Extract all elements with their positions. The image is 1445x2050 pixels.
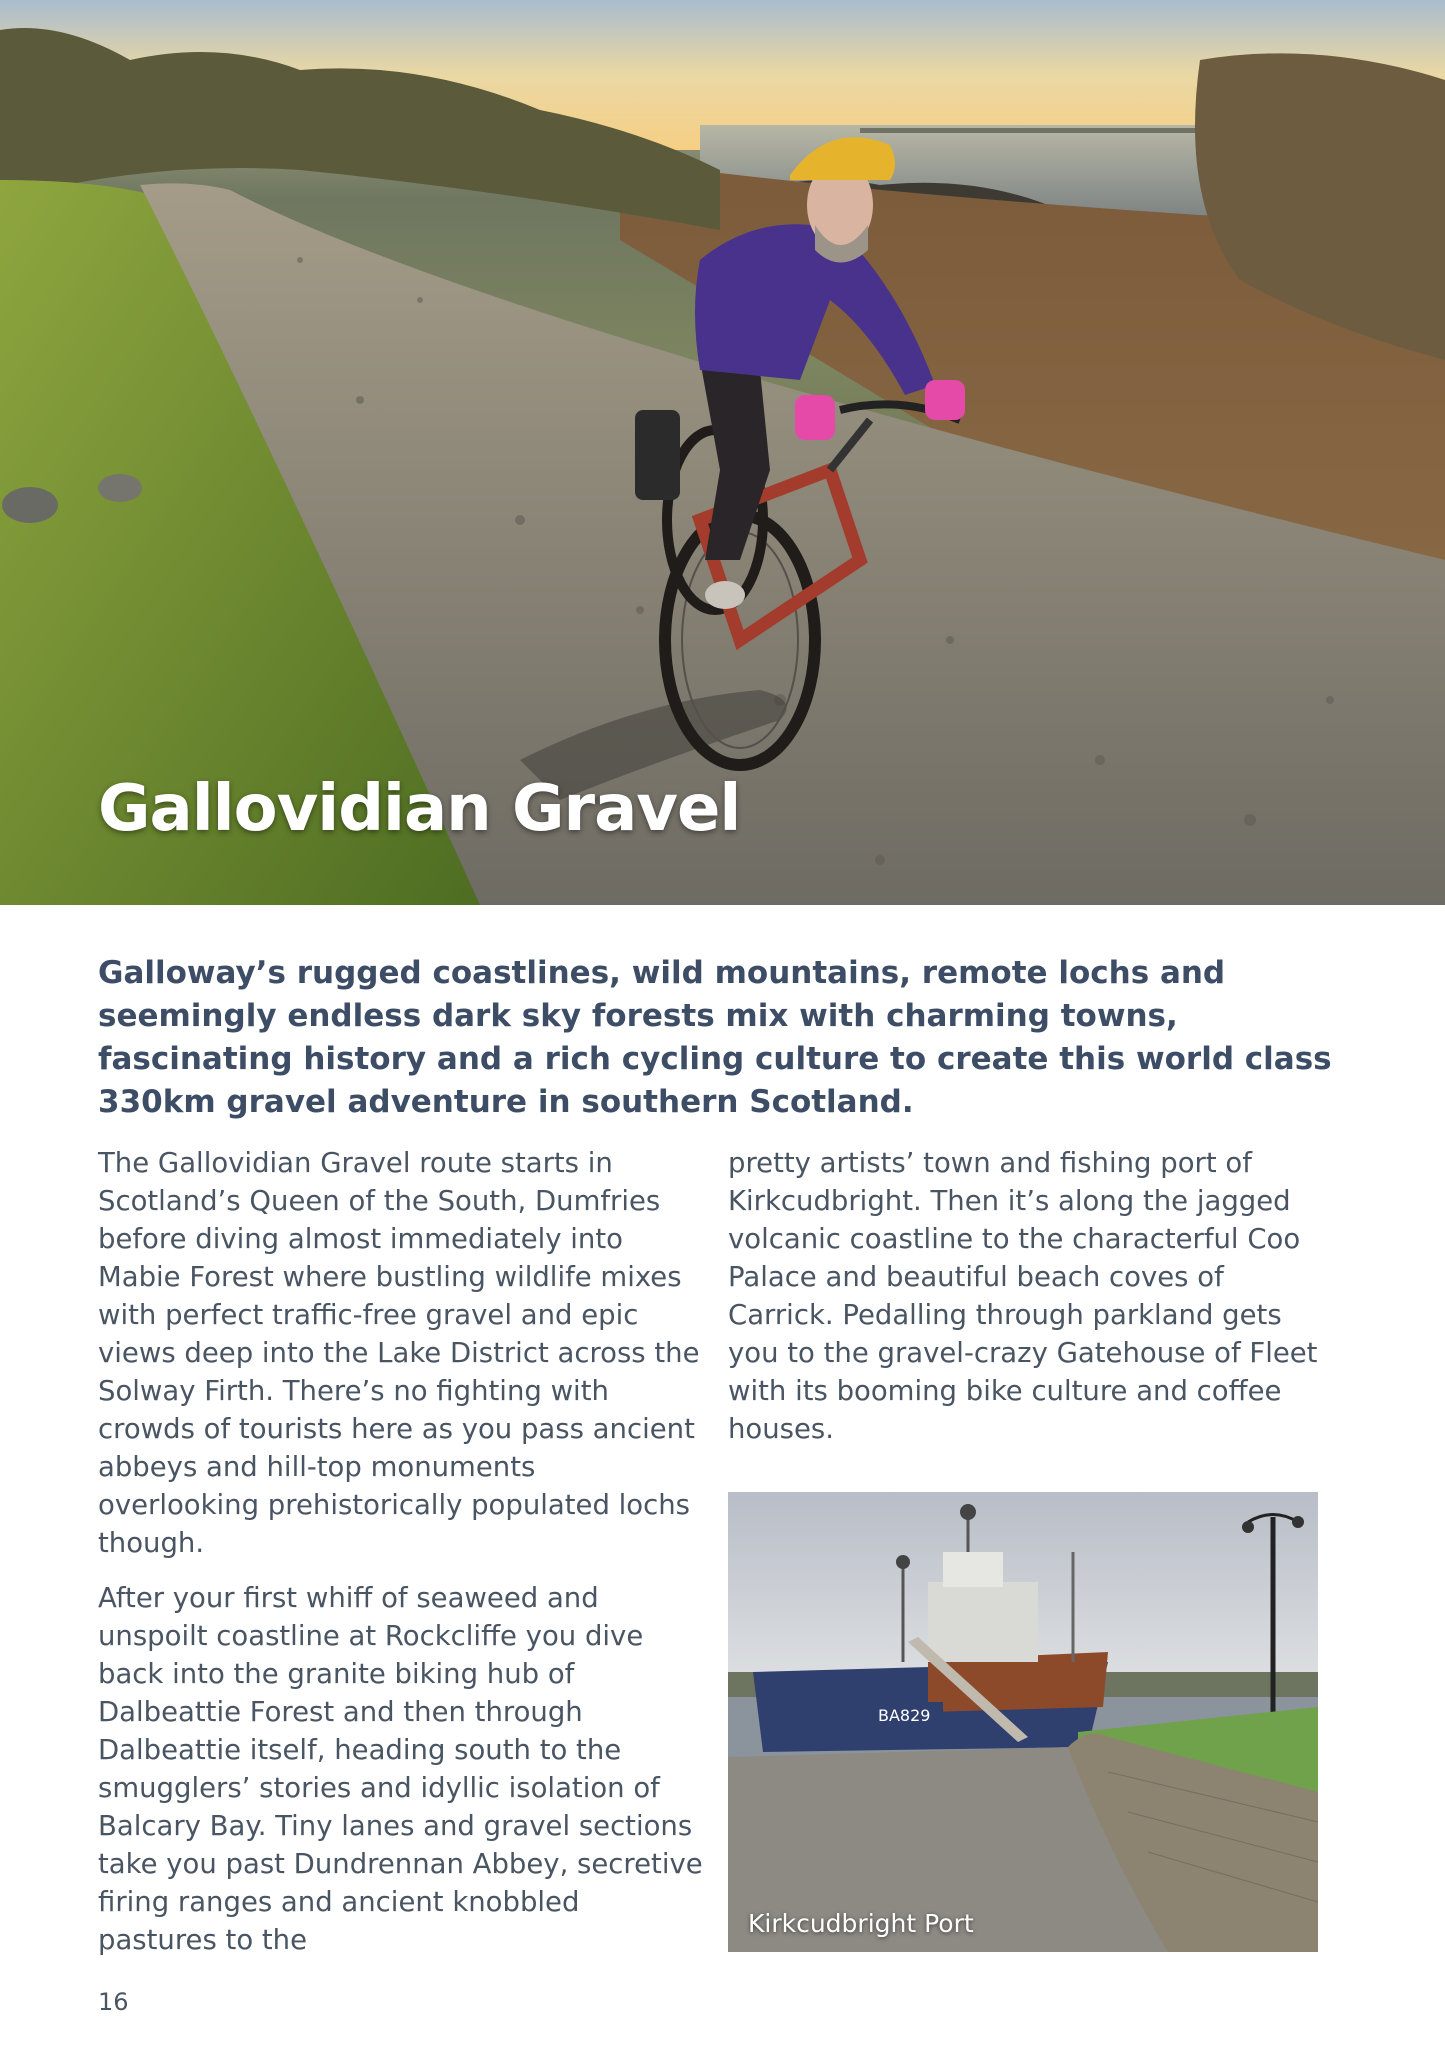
fishing-boat-harbour-image xyxy=(728,1492,1318,1952)
body-paragraph: After your first whiff of seaweed and unspoilt coastline at Rockcliffe you dive back into the granite biking hub of Dalbeattie Forest and then through Dalbeattie itself, heading south to the smugglers’ stories and idyllic isolation of Balcary Bay. Tiny lanes and gravel sections take you past Dundrennan Abbey, secretive firing ranges and ancient knobbled pastures to the xyxy=(98,1582,703,1956)
kirkcudbright-port-photo xyxy=(728,1492,1318,1952)
body-paragraph: The Gallovidian Gravel route starts in Scotland’s Queen of the South, Dumfries before diving almost immediately into Mabie Forest where bustling wildlife mixes with perfect traffic-free gravel and epic views deep into the Lake District across the Solway Firth. There’s no fighting with crowds of tourists here as you pass ancient abbeys and hill-top monuments overlooking prehistorically populated lochs though. xyxy=(98,1147,700,1559)
right-column xyxy=(728,1144,1338,1465)
hero-photo xyxy=(0,0,1445,905)
page-number: 16 xyxy=(98,1988,129,2016)
cyclist-on-gravel-path-image xyxy=(0,0,1445,905)
left-column xyxy=(98,1144,703,1976)
photo-caption: Kirkcudbright Port xyxy=(748,1909,974,1938)
body-paragraph: pretty artists’ town and fishing port of Kirkcudbright. Then it’s along the jagged volcanic coastline to the characterful Coo Palace and beautiful beach coves of Carrick. Pedalling through parkland gets you to the gravel-crazy Gatehouse of Fleet with its booming bike culture and coffee houses. xyxy=(728,1147,1318,1445)
boat-registration: BA829 xyxy=(878,1706,931,1725)
intro-paragraph: Galloway’s rugged coastlines, wild mountains, remote lochs and seemingly endless dark sky forests mix with charming towns, fascinating history and a rich cycling culture to create this world class 330km gravel adventure in southern Scotland. xyxy=(98,955,1332,1120)
page-title: Gallovidian Gravel xyxy=(98,772,741,846)
